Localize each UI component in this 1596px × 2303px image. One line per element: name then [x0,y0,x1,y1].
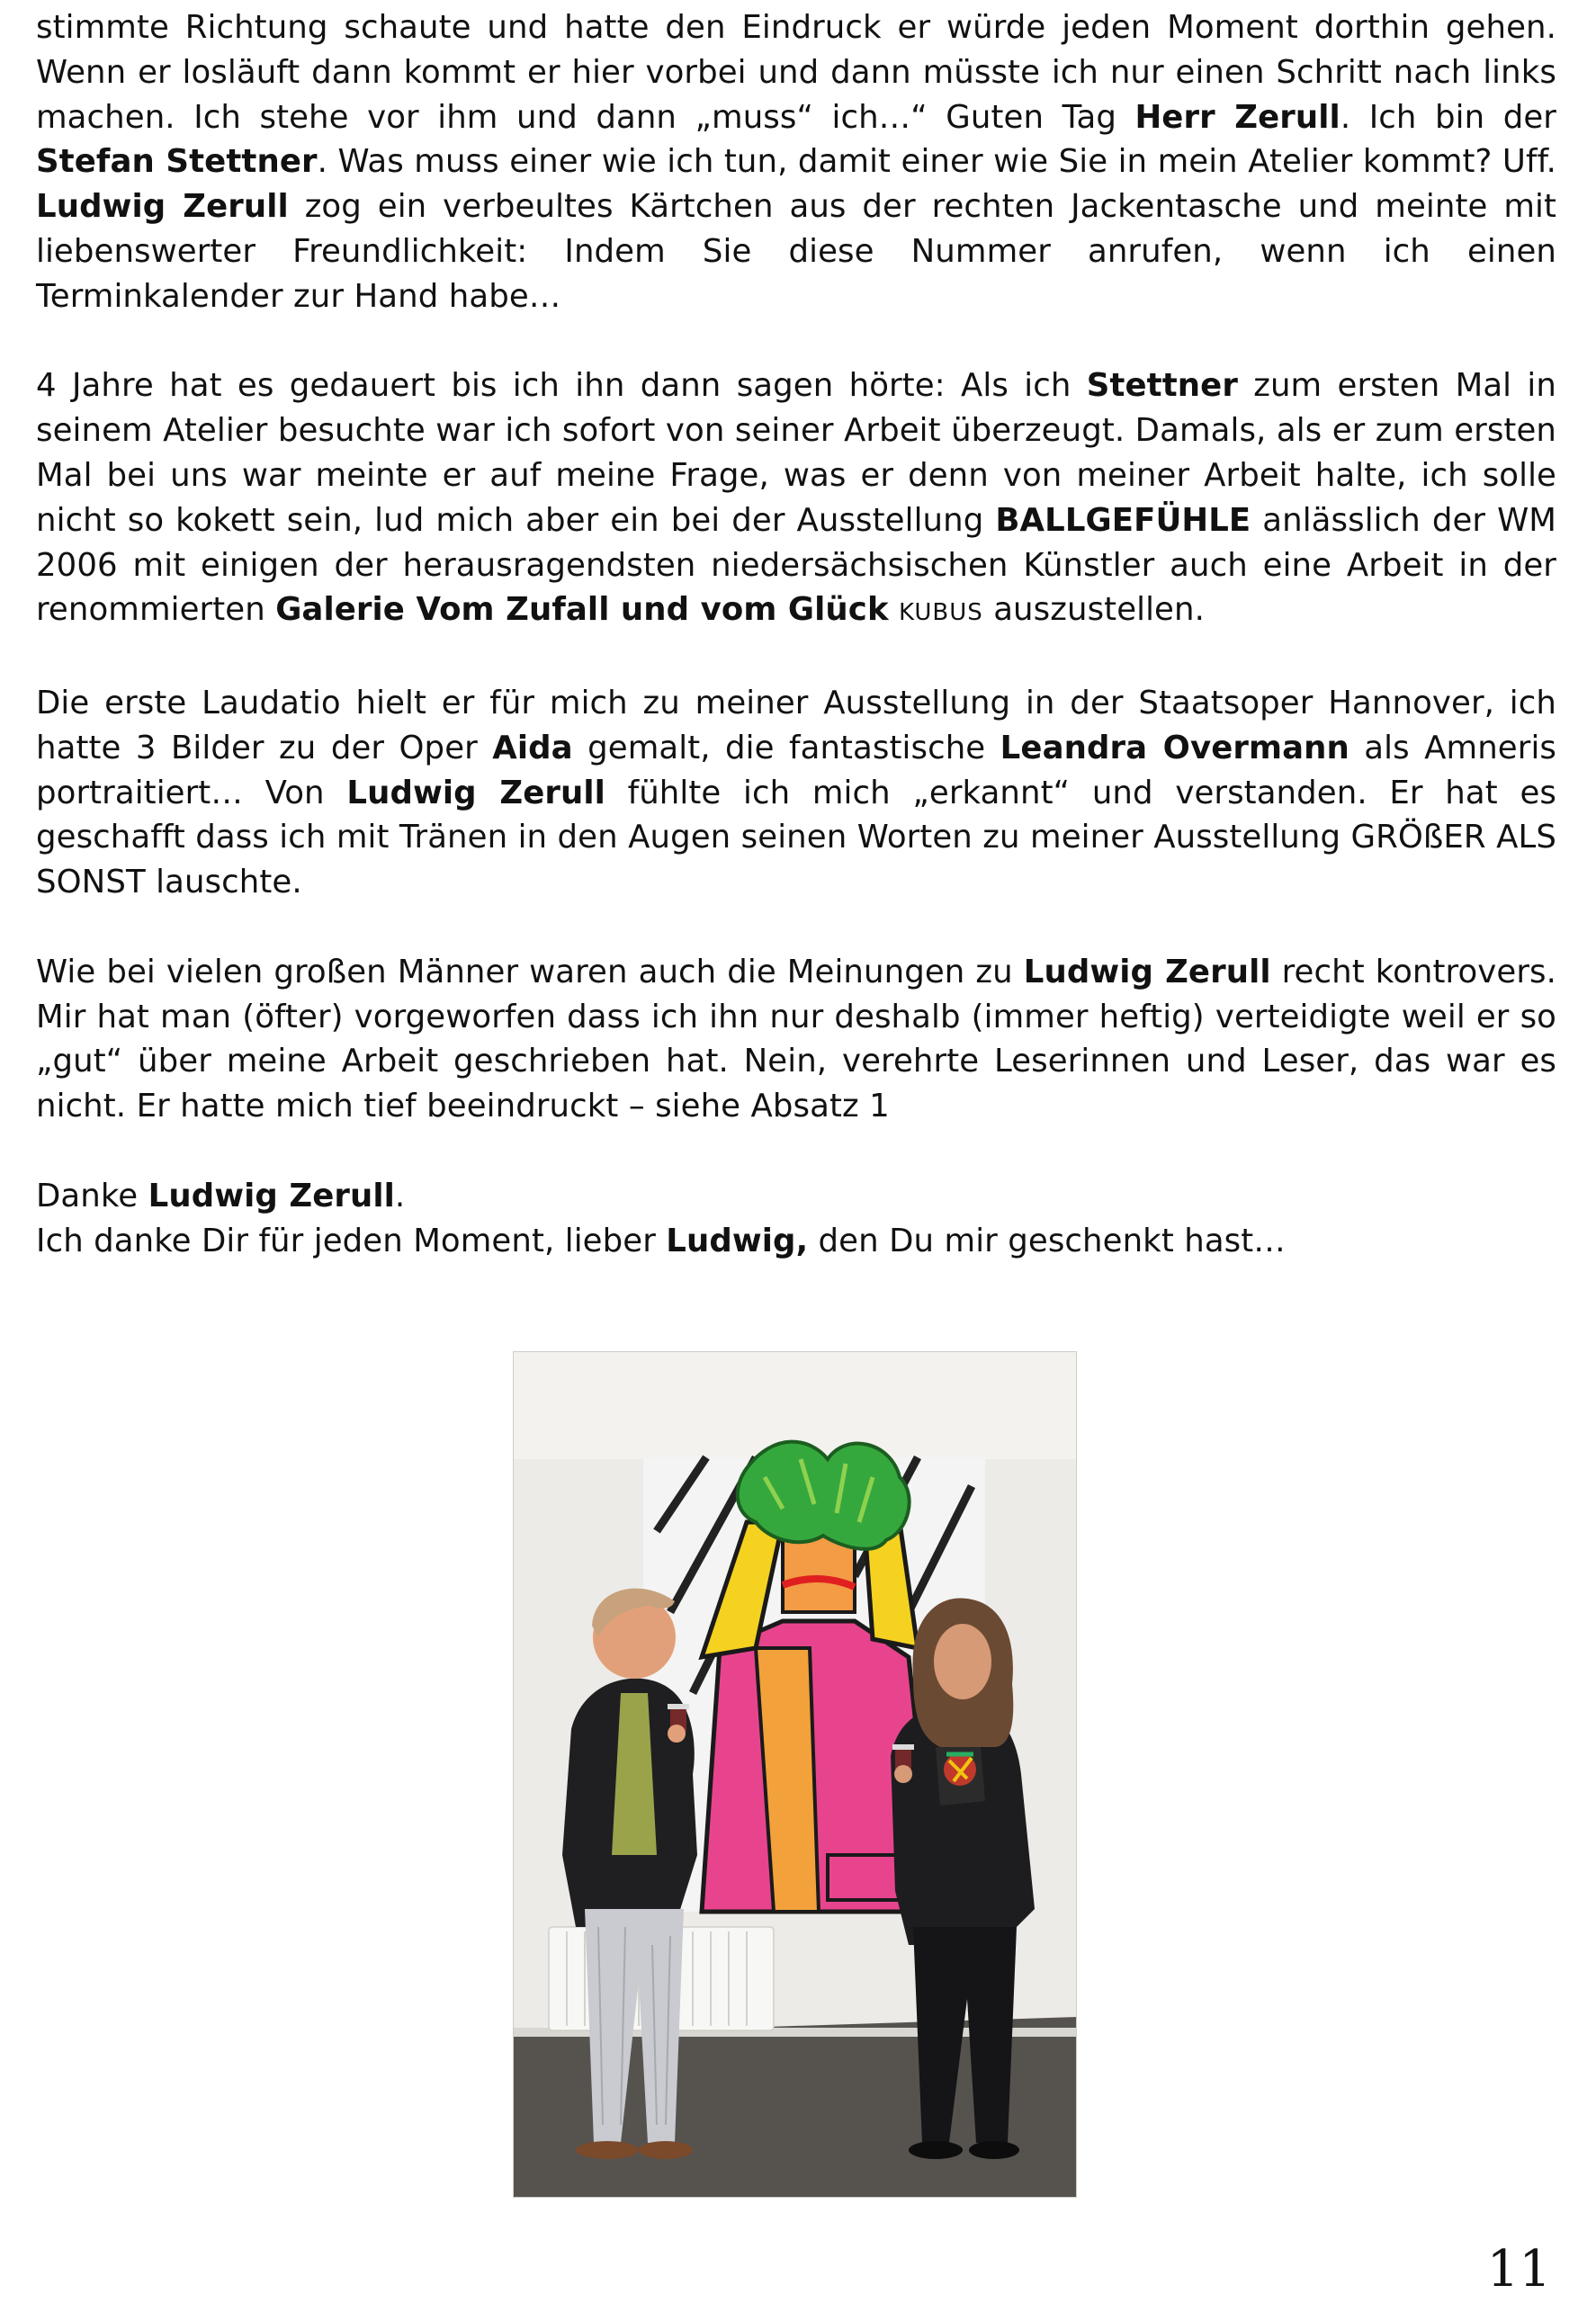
text-run [889,591,899,628]
bold-text: Ludwig Zerull [36,188,289,226]
photo-image [513,1351,1077,2198]
bold-text: Stefan Stettner [36,143,318,181]
text-run: Wie bei vielen großen Männer waren auch die Meinungen zu [36,953,1024,990]
text-run: Danke [36,1177,148,1214]
bold-text: Aida [492,729,573,766]
bold-text: Leandra Overmann [1000,729,1349,766]
text-run: Ich danke Dir für jeden Moment, lieber [36,1222,667,1259]
paragraph [36,950,1556,1129]
text-run: den Du mir geschenkt hast… [808,1222,1286,1259]
paragraph [36,5,1556,319]
text-run: KUBUS [899,599,983,627]
text-run: . [394,1177,406,1214]
gallery-photo [513,1351,1077,2198]
bold-text: BALLGEFÜHLE [995,501,1251,539]
text-run: stimmte Richtung schaute und hatte den Eindruck er würde jeden Moment dorthin gehen. Wenn er losläuft dann kommt er hier vorbei und dann müsste ich nur einen Schritt nach links machen. Ich stehe vor ihm und dann „muss“ ich…“ Guten Tag [36,9,1556,136]
text-run: 4 Jahre hat es gedauert bis ich ihn dann sagen hörte: Als ich [36,367,1087,405]
text-run: anlässlich der WM 2006 mit einigen der herausragendsten niedersächsischen Künstler auch eine Arbeit in der renommierten [36,501,1556,629]
paragraph [36,1174,1556,1264]
bold-text: Galerie Vom Zufall und vom Glück [275,591,889,629]
text-run: Die erste Laudatio hielt er für mich zu meiner Ausstellung in der Staatsoper Hannover, ich hatte 3 Bilder zu der Oper [36,684,1556,766]
text-run: . Ich bin der [1340,98,1556,136]
text-run: gemalt, die fantastische [572,729,1000,766]
bold-text: Ludwig Zerull [148,1177,395,1214]
bold-text: Ludwig, [666,1222,809,1259]
paragraph [36,363,1556,636]
text-run: fühlte ich mich „erkannt“ und verstanden. Er hat es geschafft dass ich mit Tränen in den Augen seinen Worten zu meiner Ausstellung GRÖßER ALS SONST lauschte. [36,774,1556,901]
bold-text: Stettner [1086,367,1238,405]
text-run: recht kontrovers. Mir hat man (öfter) vorgeworfen dass ich ihn nur deshalb (immer heftig) verteidigte weil er so „gut“ über meine Arbeit geschrieben hat. Nein, verehrte Leserinnen und Leser, das war es nicht. Er hatte mich tief beeindruckt – siehe Absatz 1 [36,953,1557,1125]
bold-text: Ludwig Zerull [346,774,605,811]
text-run: als Amneris portraitiert… Von [36,729,1557,811]
bold-text: Herr Zerull [1134,98,1340,136]
paragraph [36,681,1556,905]
text-run: auszustellen. [982,591,1205,629]
text-run: zog ein verbeultes Kärtchen aus der rechten Jackentasche und meinte mit liebenswerter Freundlichkeit: Indem Sie diese Nummer anrufen, wenn ich einen Terminkalender zur Hand habe… [36,188,1557,315]
page-number: 11 [1486,2240,1551,2299]
article-body [36,5,1556,1263]
text-run: . Was muss einer wie ich tun, damit einer wie Sie in mein Atelier kommt? Uff. [317,143,1556,181]
bold-text: Ludwig Zerull [1023,953,1271,990]
text-run: zum ersten Mal in seinem Atelier besuchte war ich sofort von seiner Arbeit überzeugt. Damals, als er zum ersten Mal bei uns war meinte er auf meine Frage, was er denn von meiner Arbeit halte, ich solle nicht so kokett sein, lud mich aber ein bei der Ausstellung [36,367,1556,539]
